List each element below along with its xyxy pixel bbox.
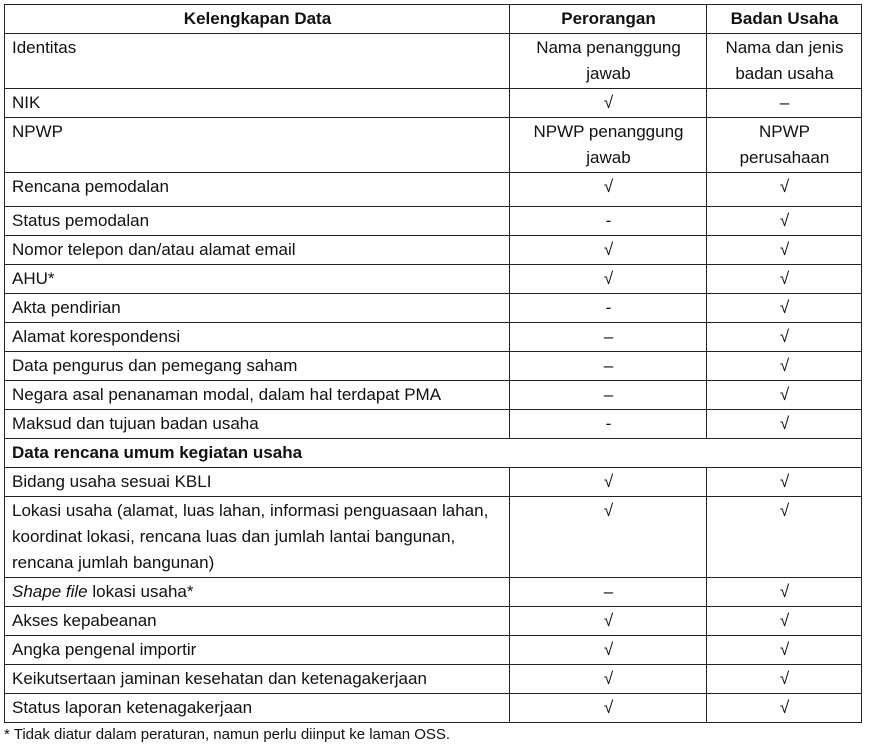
row-perorangan: √ — [510, 636, 707, 665]
row-perorangan: √ — [510, 265, 707, 294]
row-item: Lokasi usaha (alamat, luas lahan, informasi penguasaan lahan, koordinat lokasi, rencana luas dan jumlah lantai bangunan, rencana jumlah bangunan) — [5, 497, 510, 578]
row-item: Data pengurus dan pemegang saham — [5, 352, 510, 381]
row-perorangan: NPWP penanggung jawab — [510, 118, 707, 173]
row-perorangan: - — [510, 294, 707, 323]
row-badan-usaha: – — [707, 89, 862, 118]
row-item: Angka pengenal importir — [5, 636, 510, 665]
section-title: Data rencana umum kegiatan usaha — [5, 439, 862, 468]
row-badan-usaha: √ — [707, 607, 862, 636]
row-perorangan: √ — [510, 607, 707, 636]
row-badan-usaha: √ — [707, 468, 862, 497]
row-badan-usaha: √ — [707, 497, 862, 578]
footnote: * Tidak diatur dalam peraturan, namun perlu diinput ke laman OSS. — [4, 726, 451, 743]
row-badan-usaha: √ — [707, 265, 862, 294]
table-row — [5, 323, 862, 352]
row-perorangan: √ — [510, 173, 707, 207]
row-badan-usaha: √ — [707, 236, 862, 265]
row-badan-usaha: Nama dan jenis badan usaha — [707, 34, 862, 89]
row-item: Identitas — [5, 34, 510, 89]
header-perorangan: Perorangan — [510, 5, 707, 34]
table-row — [5, 665, 862, 694]
table-row — [5, 118, 862, 173]
row-badan-usaha: √ — [707, 694, 862, 723]
row-badan-usaha: √ — [707, 323, 862, 352]
row-item: Status laporan ketenagakerjaan — [5, 694, 510, 723]
row-item: Maksud dan tujuan badan usaha — [5, 410, 510, 439]
row-perorangan: √ — [510, 497, 707, 578]
row-perorangan: √ — [510, 468, 707, 497]
row-item: Nomor telepon dan/atau alamat email — [5, 236, 510, 265]
table-row — [5, 294, 862, 323]
row-item: NPWP — [5, 118, 510, 173]
row-item: Rencana pemodalan — [5, 173, 510, 207]
row-badan-usaha: √ — [707, 578, 862, 607]
row-item: Status pemodalan — [5, 207, 510, 236]
table-row — [5, 410, 862, 439]
row-item — [5, 578, 510, 607]
table-row — [5, 236, 862, 265]
row-perorangan: √ — [510, 236, 707, 265]
row-perorangan: – — [510, 352, 707, 381]
table-row — [5, 497, 862, 578]
requirements-table — [4, 4, 862, 723]
row-badan-usaha: √ — [707, 352, 862, 381]
row-perorangan: – — [510, 578, 707, 607]
table-row — [5, 207, 862, 236]
row-item: AHU* — [5, 265, 510, 294]
table-row — [5, 607, 862, 636]
table-row — [5, 89, 862, 118]
row-badan-usaha: √ — [707, 636, 862, 665]
row-badan-usaha: √ — [707, 410, 862, 439]
row-badan-usaha: NPWP perusahaan — [707, 118, 862, 173]
row-perorangan: - — [510, 207, 707, 236]
row-badan-usaha: √ — [707, 207, 862, 236]
section-row — [5, 439, 862, 468]
row-item: Akses kepabeanan — [5, 607, 510, 636]
row-badan-usaha: √ — [707, 294, 862, 323]
table-header-row — [5, 5, 862, 34]
row-perorangan: – — [510, 323, 707, 352]
row-badan-usaha: √ — [707, 665, 862, 694]
row-badan-usaha: √ — [707, 173, 862, 207]
header-kelengkapan-data: Kelengkapan Data — [5, 5, 510, 34]
row-perorangan: √ — [510, 694, 707, 723]
row-item-italic: Shape file — [12, 582, 88, 601]
table-row — [5, 352, 862, 381]
table-row — [5, 173, 862, 207]
row-perorangan: - — [510, 410, 707, 439]
row-item-rest: lokasi usaha* — [87, 582, 194, 601]
row-perorangan: √ — [510, 665, 707, 694]
table-row — [5, 34, 862, 89]
table-row — [5, 265, 862, 294]
row-item: Alamat korespondensi — [5, 323, 510, 352]
row-item: Akta pendirian — [5, 294, 510, 323]
table-row — [5, 381, 862, 410]
row-perorangan: – — [510, 381, 707, 410]
row-perorangan: √ — [510, 89, 707, 118]
table-row — [5, 636, 862, 665]
table-row — [5, 468, 862, 497]
row-item: Negara asal penanaman modal, dalam hal terdapat PMA — [5, 381, 510, 410]
table-row — [5, 578, 862, 607]
row-badan-usaha: √ — [707, 381, 862, 410]
table-row — [5, 694, 862, 723]
row-item: Bidang usaha sesuai KBLI — [5, 468, 510, 497]
header-badan-usaha: Badan Usaha — [707, 5, 862, 34]
row-item: NIK — [5, 89, 510, 118]
requirements-table-container — [4, 4, 861, 723]
row-perorangan: Nama penanggung jawab — [510, 34, 707, 89]
row-item: Keikutsertaan jaminan kesehatan dan ketenagakerjaan — [5, 665, 510, 694]
